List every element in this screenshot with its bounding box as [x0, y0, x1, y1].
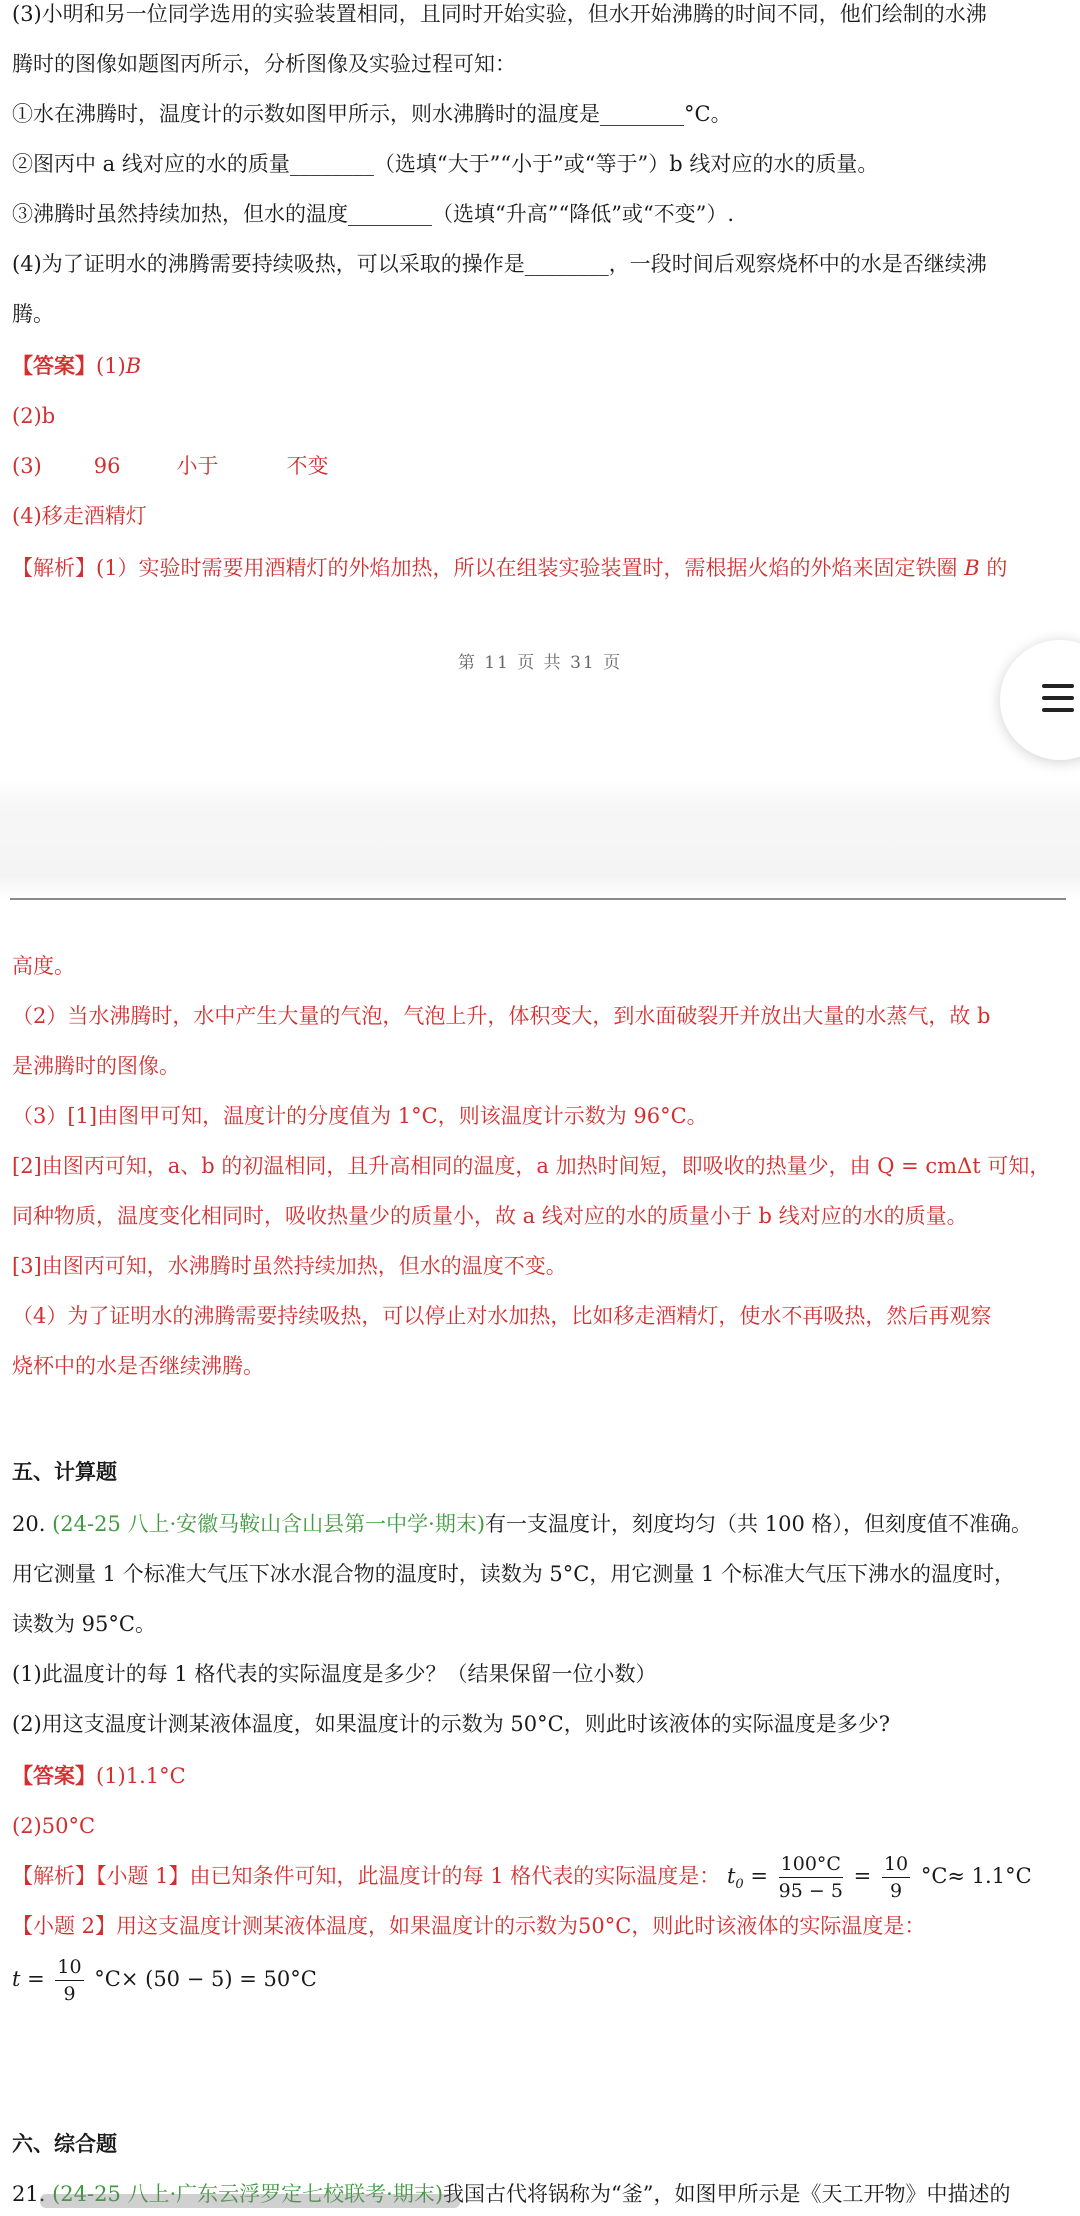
q21-number: 21. [12, 2182, 46, 2206]
page-11 [0, 0, 1080, 780]
answer-line-4: (4)移走酒精灯 [12, 504, 147, 528]
formula-t0: $t_0$ [726, 1864, 744, 1893]
analysis-3-line-4: [3]由图丙可知，水沸腾时虽然持续加热，但水的温度不变。 [12, 1254, 567, 1278]
q20-sub-2: (2)用这支温度计测某液体温度，如果温度计的示数为 50°C，则此时该液体的实际温度是多少? [12, 1712, 890, 1736]
answer-tag: 【答案】 [12, 353, 96, 378]
q3-intro-line-1: (3)小明和另一位同学选用的实验装置相同，且同时开始实验，但水开始沸腾的时间不同，他们绘制的水沸 [12, 2, 987, 26]
q4-line-2: 腾。 [12, 302, 54, 326]
analysis-3-line-2: [2]由图丙可知，a、b 的初温相同，且升高相同的温度，a 加热时间短，即吸收的热量少，由 Q = cmΔt 可知， [12, 1154, 1051, 1178]
q3-item-3: ③沸腾时虽然持续加热，但水的温度________（选填“升高”“降低”或“不变”）. [12, 202, 735, 226]
page-gap [0, 780, 1080, 900]
explanation-1-text: 【解析】【小题 1】由已知条件可知，此温度计的每 1 格代表的实际温度是： [12, 1864, 721, 1888]
answer-line-2: (2)b [12, 404, 56, 428]
answer-3-value-1: 96 [93, 454, 121, 478]
q3-item-2: ②图丙中 a 线对应的水的质量________（选填“大于”“小于”或“等于”）b 线对应的水的质量。 [12, 152, 879, 176]
answer-1-value: B [125, 354, 142, 378]
q20-formula-2 [12, 1950, 1066, 2014]
analysis-2-line-2: 是沸腾时的图像。 [12, 1054, 180, 1078]
formula-equals: = [750, 1864, 768, 1888]
formula-fraction-3: $\frac{10}{9}$ [57, 1956, 82, 2005]
hamburger-menu-icon [1042, 684, 1074, 712]
q21-text: 我国古代将锅称为“釜”，如图甲所示是《天工开物》中描述的 [443, 2182, 1011, 2206]
highlight-mark [40, 2194, 460, 2208]
answer-3-value-2: 小于 [176, 454, 219, 478]
formula-t: t = [12, 1967, 45, 1991]
q4-line-1: (4)为了证明水的沸腾需要持续吸热，可以采取的操作是________，一段时间后观察烧杯中的水是否继续沸 [12, 252, 987, 276]
formula-fraction-1: $\frac{100^\circ C}{95 - 5}$ [778, 1853, 843, 1902]
q20-number: 20. [12, 1512, 46, 1536]
q3-intro-line-2: 腾时的图像如题图丙所示，分析图像及实验过程可知： [12, 52, 516, 76]
analysis-3-line-3: 同种物质，温度变化相同时，吸收热量少的质量小，故 a 线对应的水的质量小于 b 线对应的水的质量。 [12, 1204, 968, 1228]
q20-explanation-2: 【小题 2】用这支温度计测某液体温度，如果温度计的示数为50°C，则此时该液体的实际温度是： [12, 1914, 926, 1938]
answer-3-value-3: 不变 [286, 454, 329, 478]
answer-3-label: (3) [12, 454, 42, 478]
q20-answer-line-2: (2)50°C [12, 1814, 96, 1838]
answer-line-3 [12, 450, 1066, 482]
q20-explanation-1: 【解析】【小题 1】由已知条件可知，此温度计的每 1 格代表的实际温度是： $t_0$ = $\frac{100^\circ C}{95 - 5}$ = $\frac{10}{9}$ °C≈ 1.1°C [12, 1853, 1032, 1902]
analysis-line-1 [12, 552, 1066, 584]
analysis-2-line-1: （2）当水沸腾时，水中产生大量的气泡，气泡上升，体积变大，到水面破裂开并放出大量的水蒸气，故 b [12, 1004, 991, 1028]
q20-text-1: 有一支温度计，刻度均匀（共 100 格），但刻度值不准确。 [485, 1512, 1032, 1536]
section-6-heading: 六、综合题 [12, 2131, 117, 2156]
analysis-4-line-2: 烧杯中的水是否继续沸腾。 [12, 1354, 264, 1378]
q20-line-3: 读数为 95°C。 [12, 1612, 156, 1636]
q21-source: (24-25 八上·广东云浮罗定七校联考·期末) [52, 2182, 444, 2206]
answer-line-1 [12, 350, 1066, 382]
section-5-heading: 五、计算题 [12, 1459, 117, 1484]
q20-answer-line-1 [12, 1760, 1066, 1792]
q20-source: (24-25 八上·安徽马鞍山含山县第一中学·期末) [52, 1512, 486, 1536]
analysis-4-line-1: （4）为了证明水的沸腾需要持续吸热，可以停止对水加热，比如移走酒精灯，使水不再吸热，然后再观察 [12, 1304, 992, 1328]
q20-line-1 [12, 1508, 1066, 1540]
analysis-1-b: B [964, 556, 980, 580]
formula-fraction-2: $\frac{10}{9}$ [883, 1853, 909, 1902]
formula-result-2: °C× (50 − 5) = 50°C [94, 1967, 317, 1991]
analysis-3-line-1: （3）[1]由图甲可知，温度计的分度值为 1°C，则该温度计示数为 96°C。 [12, 1104, 708, 1128]
analysis-1-tail: 的 [986, 556, 1008, 580]
page-footer: 第 11 页 共 31 页 [457, 653, 623, 673]
q20-answer-1: (1)1.1°C [96, 1764, 186, 1788]
answer-1-prefix: (1) [96, 354, 126, 378]
analysis-1-text: 【解析】(1）实验时需要用酒精灯的外焰加热，所以在组装实验装置时，需根据火焰的外焰来固定铁圈 [12, 556, 958, 580]
analysis-continuation: 高度。 [12, 954, 75, 978]
formula-result-1: °C≈ 1.1°C [920, 1864, 1032, 1888]
q20-sub-1: (1)此温度计的每 1 格代表的实际温度是多少？（结果保留一位小数） [12, 1662, 657, 1686]
q3-item-1: ①水在沸腾时，温度计的示数如图甲所示，则水沸腾时的温度是________°C。 [12, 102, 732, 126]
q20-answer-tag: 【答案】 [12, 1763, 96, 1788]
page-12 [0, 900, 1080, 2216]
q20-line-2: 用它测量 1 个标准大气压下冰水混合物的温度时，读数为 5°C，用它测量 1 个标准大气压下沸水的温度时， [12, 1562, 1016, 1586]
